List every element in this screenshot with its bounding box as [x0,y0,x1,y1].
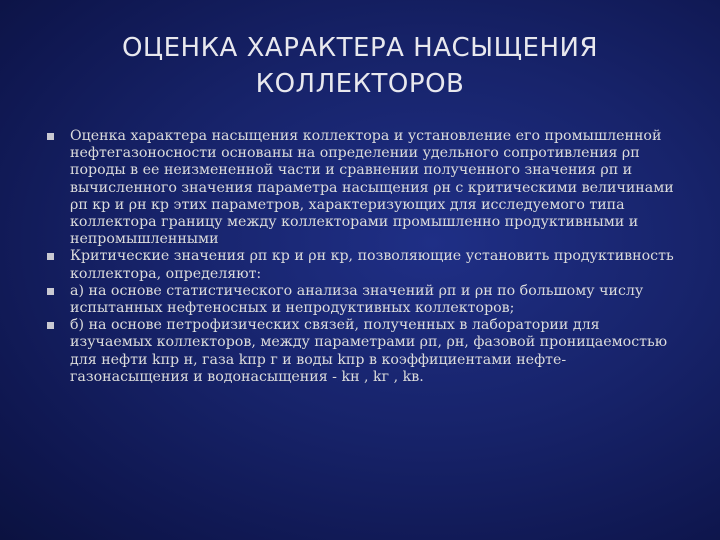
title-line-2: КОЛЛЕКТОРОВ [255,69,465,99]
bullet-text: б) на основе петрофизических связей, полученных в лаборатории для изучаемых коллекторов, между параметрами ρп, ρн, фазовой проницаемостью для нефти kпр н, газа kпр г и воды kпр в коэффициентами нефте-газонасыщения и водонасыщения - kн , kг , kв. [70,317,668,385]
slide-title [40,30,680,102]
bullet-item [44,128,684,248]
square-bullet-icon [47,288,54,295]
bullet-text: а) на основе статистического анализа значений ρп и ρн по большому числу испытанных нефтеносных и непродуктивных коллекторов; [70,282,644,317]
bullet-text: Оценка характера насыщения коллектора и установление его промышленной нефтегазоносности основаны на определении удельного сопротивления ρп породы в ее неизмененной части и сравнении полученного значения ρп и вычисленного значения параметра насыщения ρн с критическими величинами ρп кр и ρн кр этих параметров, характеризующих для исследуемого типа коллектора границу между коллекторами промышленно продуктивными и непромышленными [70,128,674,248]
bullet-list [44,128,684,386]
bullet-item [44,248,684,282]
square-bullet-icon [47,322,54,329]
square-bullet-icon [47,253,54,260]
bullet-item [44,283,684,317]
bullet-item [44,317,684,386]
bullet-text: Критические значения ρп кр и ρн кр, позволяющие установить продуктивность коллектора, определяют: [70,248,674,282]
square-bullet-icon [47,133,54,140]
title-line-1: ОЦЕНКА ХАРАКТЕРА НАСЫЩЕНИЯ [121,33,599,63]
